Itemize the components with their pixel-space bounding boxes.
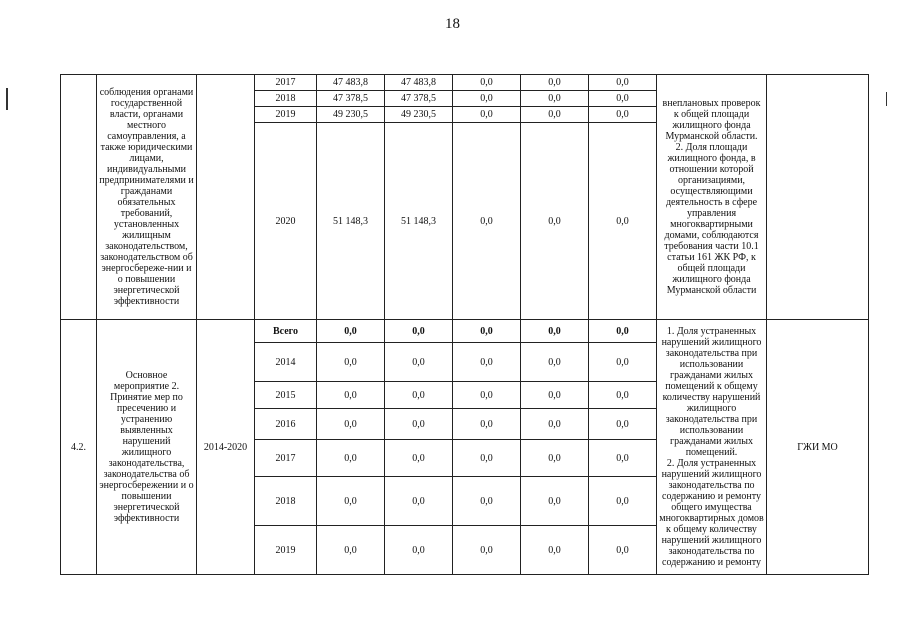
year-cell: 2018 xyxy=(255,477,317,526)
total-cell: 0,0 xyxy=(317,320,385,343)
total-cell: 0,0 xyxy=(317,382,385,409)
total-cell: 0,0 xyxy=(317,343,385,382)
regional-cell: 51 148,3 xyxy=(385,123,453,320)
other-cell: 0,0 xyxy=(589,409,657,440)
other-cell: 0,0 xyxy=(589,477,657,526)
other-cell: 0,0 xyxy=(589,123,657,320)
local-cell: 0,0 xyxy=(521,409,589,440)
local-cell: 0,0 xyxy=(521,440,589,477)
federal-cell: 0,0 xyxy=(453,526,521,575)
federal-cell: 0,0 xyxy=(453,343,521,382)
year-cell: 2018 xyxy=(255,91,317,107)
other-cell: 0,0 xyxy=(589,320,657,343)
federal-cell: 0,0 xyxy=(453,75,521,91)
event-executor-cell: ГЖИ МО xyxy=(767,320,869,575)
year-cell: 2017 xyxy=(255,440,317,477)
regional-cell: 0,0 xyxy=(385,477,453,526)
event-description-cell: Основное мероприятие 2. Принятие мер по пресечению и устранению выявленных нарушений жилищного законодательства, законодательства об энергосбережении и о повышении энергетической эффективности xyxy=(97,320,197,575)
federal-cell: 0,0 xyxy=(453,382,521,409)
federal-cell: 0,0 xyxy=(453,409,521,440)
local-cell: 0,0 xyxy=(521,320,589,343)
regional-cell: 0,0 xyxy=(385,409,453,440)
regional-cell: 0,0 xyxy=(385,343,453,382)
other-cell: 0,0 xyxy=(589,91,657,107)
federal-cell: 0,0 xyxy=(453,107,521,123)
total-cell: 0,0 xyxy=(317,409,385,440)
federal-cell: 0,0 xyxy=(453,440,521,477)
other-cell: 0,0 xyxy=(589,382,657,409)
table-row xyxy=(61,75,869,91)
year-cell: 2020 xyxy=(255,123,317,320)
local-cell: 0,0 xyxy=(521,123,589,320)
other-cell: 0,0 xyxy=(589,440,657,477)
total-cell: 0,0 xyxy=(317,526,385,575)
scan-mark-left xyxy=(6,88,8,110)
local-cell: 0,0 xyxy=(521,91,589,107)
prev-period-cell xyxy=(197,75,255,320)
page-number: 18 xyxy=(445,16,460,32)
regional-cell: 0,0 xyxy=(385,382,453,409)
total-cell: 51 148,3 xyxy=(317,123,385,320)
prev-indicator-cell: внеплановых проверок к общей площади жилищного фонда Мурманской области. 2. Доля площади жилищного фонда, в отношении которой организациями, осуществляющими деятельность в сфере управления многоквартирными домами, соблюдаются требования части 10.1 статьи 161 ЖК РФ, к общей площади жилищного фонда Мурманской области xyxy=(657,75,767,320)
year-cell: 2016 xyxy=(255,409,317,440)
other-cell: 0,0 xyxy=(589,107,657,123)
event-indicator-cell: 1. Доля устраненных нарушений жилищного законодательства при использовании гражданами жилых помещений к общему количеству нарушений жилищного законодательства при использовании гражданами жилых помещений. 2. Доля устраненных нарушений жилищного законодательства по содержанию и ремонту общего имущества многоквартирных домов к общему количеству нарушений жилищного законодательства по содержанию и ремонту xyxy=(657,320,767,575)
event-period-cell: 2014-2020 xyxy=(197,320,255,575)
regional-cell: 47 378,5 xyxy=(385,91,453,107)
federal-cell: 0,0 xyxy=(453,123,521,320)
scan-mark-right xyxy=(886,92,887,106)
local-cell: 0,0 xyxy=(521,382,589,409)
local-cell: 0,0 xyxy=(521,343,589,382)
local-cell: 0,0 xyxy=(521,75,589,91)
local-cell: 0,0 xyxy=(521,526,589,575)
total-cell: 49 230,5 xyxy=(317,107,385,123)
total-cell: 47 378,5 xyxy=(317,91,385,107)
regional-cell: 0,0 xyxy=(385,440,453,477)
year-cell: 2017 xyxy=(255,75,317,91)
regional-cell: 0,0 xyxy=(385,320,453,343)
other-cell: 0,0 xyxy=(589,526,657,575)
year-cell: 2019 xyxy=(255,526,317,575)
other-cell: 0,0 xyxy=(589,343,657,382)
event-number-cell: 4.2. xyxy=(61,320,97,575)
year-cell: 2014 xyxy=(255,343,317,382)
budget-table xyxy=(60,74,869,575)
prev-executor-cell xyxy=(767,75,869,320)
table-row xyxy=(61,320,869,343)
federal-cell: 0,0 xyxy=(453,91,521,107)
local-cell: 0,0 xyxy=(521,477,589,526)
year-cell: 2015 xyxy=(255,382,317,409)
total-cell: 47 483,8 xyxy=(317,75,385,91)
other-cell: 0,0 xyxy=(589,75,657,91)
prev-description-cell: соблюдения органами государственной власти, органами местного самоуправления, а также юридическими лицами, индивидуальными предпринимателями и гражданами обязательных требований, установленных жилищным законодательством, законодательством об энергосбереже-нии и о повышении энергетической эффективности xyxy=(97,75,197,320)
federal-cell: 0,0 xyxy=(453,320,521,343)
year-cell: Всего xyxy=(255,320,317,343)
regional-cell: 49 230,5 xyxy=(385,107,453,123)
regional-cell: 0,0 xyxy=(385,526,453,575)
federal-cell: 0,0 xyxy=(453,477,521,526)
regional-cell: 47 483,8 xyxy=(385,75,453,91)
prev-number-cell xyxy=(61,75,97,320)
year-cell: 2019 xyxy=(255,107,317,123)
local-cell: 0,0 xyxy=(521,107,589,123)
total-cell: 0,0 xyxy=(317,440,385,477)
total-cell: 0,0 xyxy=(317,477,385,526)
